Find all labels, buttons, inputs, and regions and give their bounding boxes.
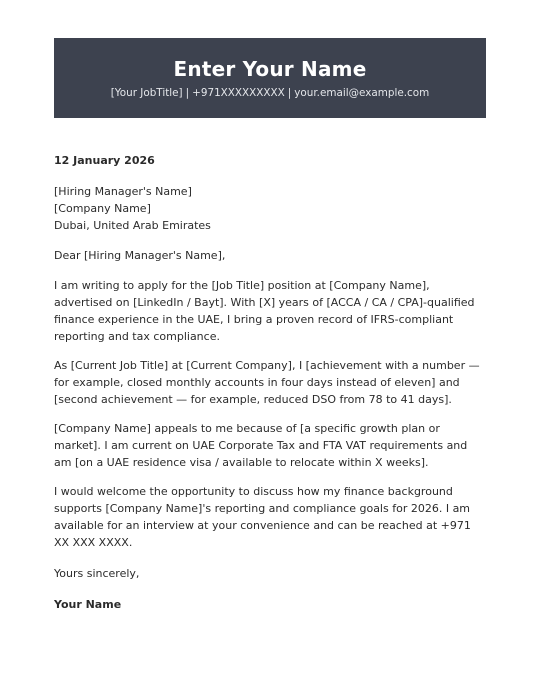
- recipient-name: [Hiring Manager's Name]: [54, 185, 192, 198]
- phone-number: +971XXXXXXXXX: [192, 87, 285, 99]
- recipient-company: [Company Name]: [54, 202, 151, 215]
- body-paragraph: As [Current Job Title] at [Current Company], I [achievement with a number — for example, closed monthly accounts in four days instead of eleven] and [second achievement — for example, reduced DSO from 78 to 41 days].: [54, 359, 480, 406]
- closing: Yours sincerely,: [54, 567, 140, 580]
- letter-date: 12 January 2026: [54, 154, 155, 167]
- letter-body: [54, 152, 486, 613]
- job-title: [Your JobTitle]: [110, 87, 183, 99]
- body-paragraph: [Company Name] appeals to me because of [a specific growth plan or market]. I am current on UAE Corporate Tax and FTA VAT requirements and am [on a UAE residence visa / available to relocate within X weeks].: [54, 422, 468, 469]
- separator: |: [185, 87, 190, 99]
- separator: |: [287, 87, 292, 99]
- body-paragraph: I would welcome the opportunity to discuss how my finance background supports [Company Name]'s reporting and compliance goals for 2026. I am available for an interview at your convenience and can be reached at +971 XX XXX XXXX.: [54, 485, 471, 549]
- recipient-location: Dubai, United Arab Emirates: [54, 219, 211, 232]
- body-paragraph: I am writing to apply for the [Job Title] position at [Company Name], advertised on [LinkedIn / Bayt]. With [X] years of [ACCA / CA / CPA]-qualified finance experience in the UAE, I bring a proven record of IFRS-compliant reporting and tax compliance.: [54, 279, 475, 343]
- email-address: your.email@example.com: [294, 87, 430, 99]
- recipient-address: [54, 183, 486, 234]
- salutation: Dear [Hiring Manager's Name],: [54, 249, 226, 262]
- letter-header: [54, 38, 486, 118]
- signature: Your Name: [54, 598, 122, 611]
- applicant-name: Enter Your Name: [173, 57, 367, 81]
- contact-line: [54, 87, 486, 99]
